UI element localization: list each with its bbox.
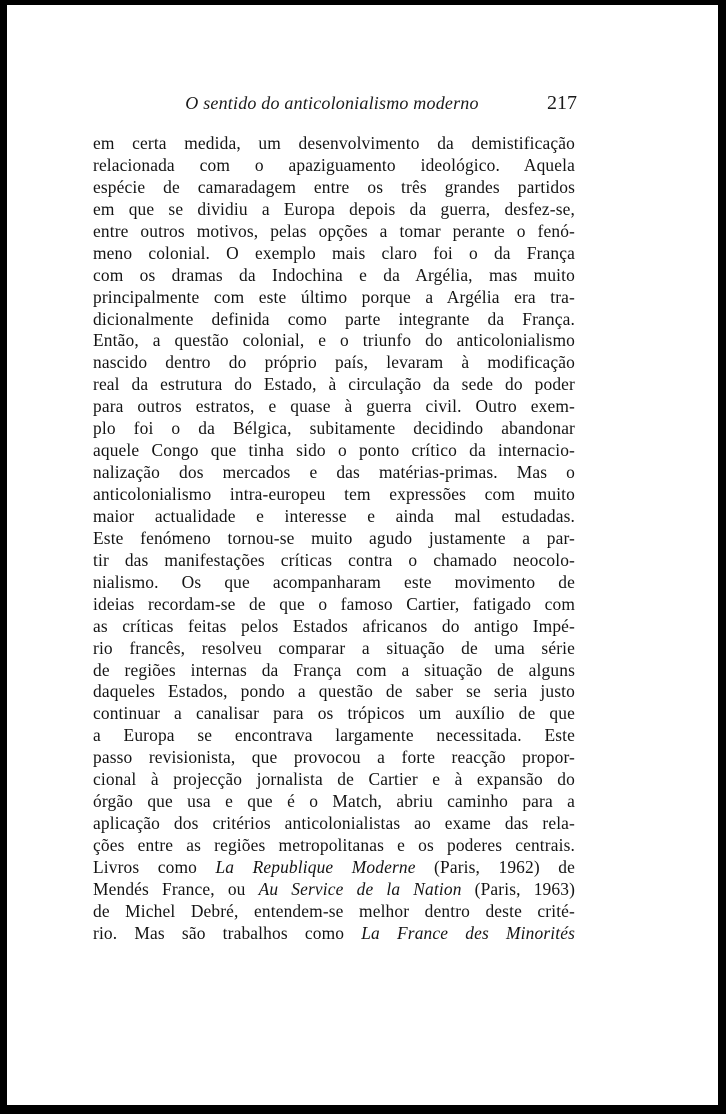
text-line: principalmente com este último porque a Argélia era tra- <box>93 286 575 307</box>
text-run: Mendés France, ou <box>93 878 259 899</box>
scanned-book-page <box>7 5 718 1105</box>
text-line: anticolonialismo intra-europeu tem expressões com muito <box>93 484 575 504</box>
text-line: para outros estratos, e quase à guerra civil. Outro exem- <box>93 396 575 417</box>
text-line: órgão que usa e que é o Match, abriu caminho para a <box>93 791 575 812</box>
text-line: de regiões internas da França com a situação de alguns <box>93 659 575 680</box>
text-line: as críticas feitas pelos Estados africanos do antigo Impé- <box>93 615 575 636</box>
text-line: Então, a questão colonial, e o triunfo do anticolonialismo <box>93 330 575 351</box>
text-line: entre outros motivos, pelas opções a tomar perante o fenó- <box>93 220 575 241</box>
text-line: nalização dos mercados e das matérias-primas. Mas o <box>93 462 575 483</box>
text-line: Este fenómeno tornou-se muito agudo justamente a par- <box>93 527 575 548</box>
text-line: nialismo. Os que acompanharam este movimento de <box>93 571 575 592</box>
text-line: espécie de camaradagem entre os três grandes partidos <box>93 176 575 197</box>
text-run: rio. Mas são trabalhos como <box>93 922 362 943</box>
text-line: aquele Congo que tinha sido o ponto crítico da internacio- <box>93 440 575 461</box>
running-head <box>91 92 577 119</box>
text-run: (Paris, 1962) de <box>415 856 575 877</box>
running-title: O sentido do anticolonialismo moderno <box>185 93 479 113</box>
text-line: rio francês, resolveu comparar a situação de uma série <box>93 637 575 658</box>
text-line: maior actualidade e interesse e ainda mal estudadas. <box>93 505 575 526</box>
text-line: passo revisionista, que provocou a forte reacção propor- <box>93 747 575 768</box>
text-line: ideias recordam-se de que o famoso Cartier, fatigado com <box>93 593 575 614</box>
page-number: 217 <box>547 92 577 114</box>
text-line: cional à projecção jornalista de Cartier e à expansão do <box>93 769 575 790</box>
book-title-italic: La Republique Moderne <box>215 856 416 877</box>
text-line: em que se dividiu a Europa depois da guerra, desfez-se, <box>93 198 575 219</box>
text-line: real da estrutura do Estado, à circulação da sede do poder <box>93 374 575 395</box>
text-line: meno colonial. O exemplo mais claro foi o da França <box>93 242 575 263</box>
text-line: relacionada com o apaziguamento ideológico. Aquela <box>93 154 575 175</box>
text-line: continuar a canalisar para os trópicos um auxílio de que <box>93 703 575 724</box>
text-line: aplicação dos critérios anticolonialistas ao exame das rela- <box>93 813 575 834</box>
text-line: de Michel Debré, entendem-se melhor dentro deste crité- <box>93 900 575 921</box>
body-text <box>93 133 575 945</box>
text-run: Livros como <box>93 856 216 877</box>
text-line: ções entre as regiões metropolitanas e os poderes centrais. <box>93 835 575 855</box>
text-line: em certa medida, um desenvolvimento da demistificação <box>93 133 575 153</box>
text-line: a Europa se encontrava largamente necessitada. Este <box>93 725 575 746</box>
text-line <box>93 879 575 901</box>
book-title-italic: Au Service de la Nation <box>258 878 462 899</box>
text-line: dicionalmente definida como parte integrante da França. <box>93 308 575 329</box>
text-line: daqueles Estados, pondo a questão de saber se seria justo <box>93 681 575 702</box>
book-title-italic: La France des Minorités <box>361 922 575 943</box>
text-line: com os dramas da Indochina e da Argélia, mas muito <box>93 264 575 285</box>
text-run: (Paris, 1963) <box>461 878 576 899</box>
text-line <box>93 857 575 879</box>
text-line <box>93 923 575 945</box>
text-line: tir das manifestações críticas contra o chamado neocolo- <box>93 549 575 570</box>
text-line: plo foi o da Bélgica, subitamente decidindo abandonar <box>93 418 575 439</box>
text-line: nascido dentro do próprio país, levaram à modificação <box>93 352 575 373</box>
